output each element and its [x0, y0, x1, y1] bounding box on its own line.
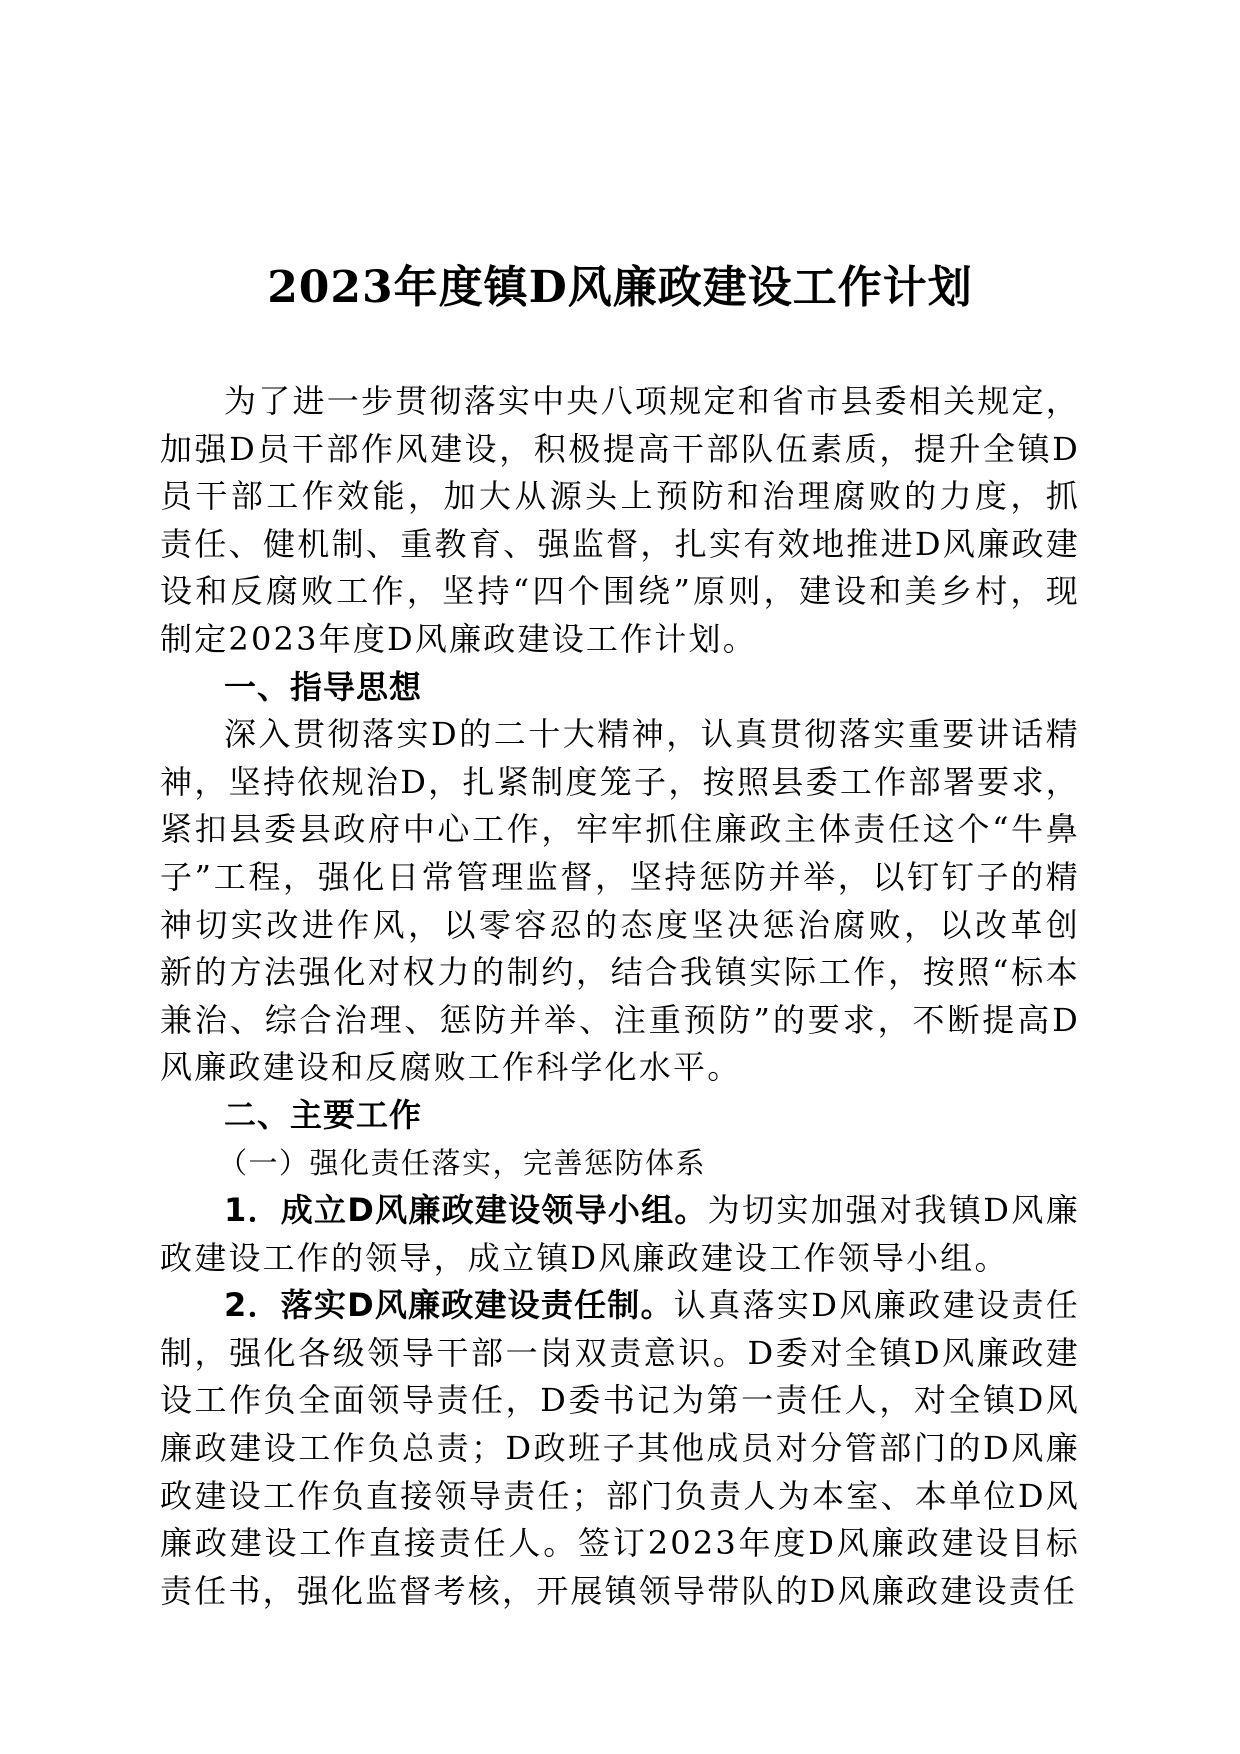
intro-paragraph: 为了进一步贯彻落实中央八项规定和省市县委相关规定，加强D员干部作风建设，积极提高干部队伍素质，提升全镇D员干部工作效能，加大从源头上预防和治理腐败的力度，抓责任、健机制、重教育、强监督，扎实有效地推进D风廉政建设和反腐败工作，坚持“四个围绕”原则，建设和美乡村，现制定2023年度D风廉政建设工作计划。 — [160, 382, 1080, 658]
document-title: 2023年度镇D风廉政建设工作计划 — [267, 262, 973, 313]
subsection-heading-responsibility: （一）强化责任落实，完善惩防体系 — [218, 1145, 707, 1180]
item-2-lead: 2．落实D风廉政建设责任制。 — [224, 1286, 674, 1325]
document-body — [160, 378, 1080, 1615]
item-1-lead: 1．成立D风廉政建设领导小组。 — [224, 1191, 708, 1230]
section-heading-main-work: 二、主要工作 — [224, 1095, 423, 1134]
section-heading-guiding-ideology: 一、指导思想 — [224, 667, 423, 706]
item-1-text: 为切实加强对我镇D风廉政建设工作的领导，成立镇D风廉政建设工作领导小组。 — [160, 1191, 1080, 1277]
item-2-paragraph — [160, 1282, 1080, 1615]
item-1-paragraph — [160, 1187, 1080, 1282]
item-2-text: 认真落实D风廉政建设责任制，强化各级领导干部一岗双责意识。D委对全镇D风廉政建设工作负全面领导责任，D委书记为第一责任人，对全镇D风廉政建设工作负总责；D政班子其他成员对分管部门的D风廉政建设工作负直接领导责任；部门负责人为本室、本单位D风廉政建设工作直接责任人。签订2023年度D风廉政建设目标责任书，强化监督考核，开展镇领导带队的D风廉政建设责任 — [160, 1286, 1080, 1610]
guiding-ideology-paragraph: 深入贯彻落实D的二十大精神，认真贯彻落实重要讲话精神，坚持依规治D，扎紧制度笼子，按照县委工作部署要求，紧扣县委县政府中心工作，牢牢抓住廉政主体责任这个“牛鼻子”工程，强化日常管理监督，坚持惩防并举，以钉钉子的精神切实改进作风，以零容忍的态度坚决惩治腐败，以改革创新的方法强化对权力的制约，结合我镇实际工作，按照“标本兼治、综合治理、惩防并举、注重预防”的要求，不断提高D风廉政建设和反腐败工作科学化水平。 — [160, 715, 1080, 1087]
